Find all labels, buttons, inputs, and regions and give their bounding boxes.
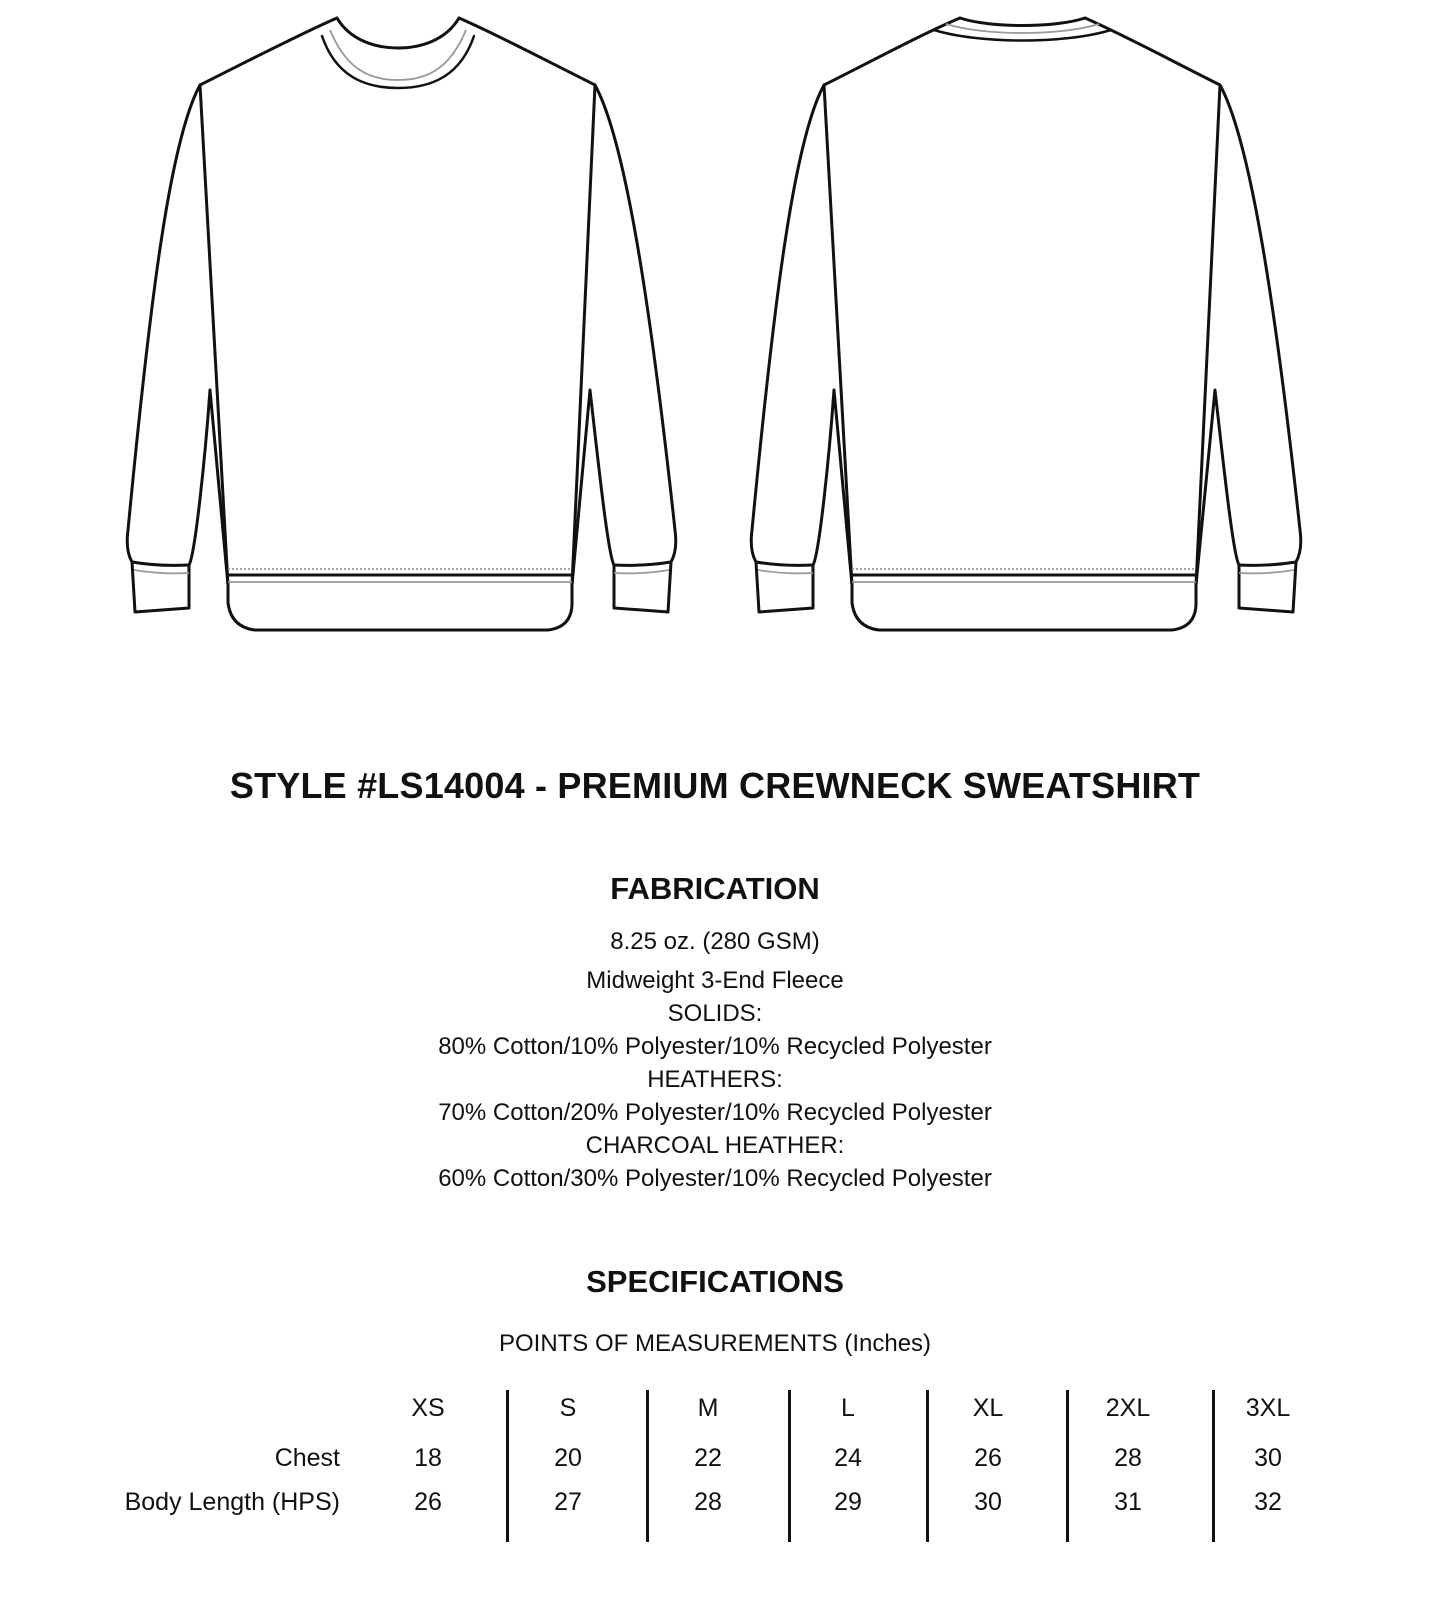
- fabrication-solids-blend: 80% Cotton/10% Polyester/10% Recycled Polyester: [438, 1033, 992, 1060]
- length-value-s: 27: [554, 1488, 582, 1516]
- fabrication-heading: FABRICATION: [610, 871, 820, 906]
- size-header-3xl: 3XL: [1245, 1394, 1291, 1422]
- back-collar-inner: [934, 30, 1111, 41]
- front-body-outline: [200, 18, 595, 630]
- fabrication-heathers-label: HEATHERS:: [647, 1066, 783, 1093]
- chest-value-2xl: 28: [1114, 1444, 1142, 1472]
- front-left-sleeve: [127, 85, 228, 612]
- chest-value-l: 24: [834, 1444, 862, 1472]
- chest-value-m: 22: [694, 1444, 722, 1472]
- length-value-m: 28: [694, 1488, 722, 1516]
- back-left-cuff: [756, 562, 813, 565]
- fabrication-solids-label: SOLIDS:: [667, 1000, 763, 1027]
- column-divider: [646, 1390, 649, 1542]
- length-value-xs: 26: [414, 1488, 442, 1516]
- fabrication-heathers-blend: 70% Cotton/20% Polyester/10% Recycled Polyester: [438, 1099, 992, 1126]
- points-of-measurement-title: POINTS OF MEASUREMENTS (Inches): [498, 1330, 932, 1357]
- back-left-sleeve: [751, 85, 852, 612]
- back-body-outline: [824, 18, 1220, 630]
- length-value-3xl: 32: [1254, 1488, 1282, 1516]
- front-left-cuff: [132, 562, 189, 565]
- chest-value-xs: 18: [414, 1444, 442, 1472]
- chest-value-3xl: 30: [1254, 1444, 1282, 1472]
- size-spec-table: [0, 1390, 1445, 1550]
- front-right-cuff: [614, 562, 671, 565]
- fabrication-weight: 8.25 oz. (280 GSM): [610, 928, 820, 955]
- size-header-s: S: [559, 1394, 577, 1422]
- back-right-cuff: [1239, 562, 1296, 565]
- front-collar-outer: [337, 18, 459, 48]
- row-label-body-length: Body Length (HPS): [124, 1488, 340, 1516]
- size-header-xl: XL: [972, 1394, 1004, 1422]
- specifications-heading: SPECIFICATIONS: [586, 1264, 844, 1299]
- column-divider: [926, 1390, 929, 1542]
- back-right-sleeve: [1196, 85, 1301, 612]
- front-view-sketch: [127, 18, 676, 630]
- fabrication-charcoal-blend: 60% Cotton/30% Polyester/10% Recycled Polyester: [438, 1165, 992, 1192]
- back-view-sketch: [751, 18, 1301, 630]
- length-value-xl: 30: [974, 1488, 1002, 1516]
- fabrication-charcoal-label: CHARCOAL HEATHER:: [585, 1132, 845, 1159]
- size-header-xs: XS: [411, 1394, 445, 1422]
- length-value-2xl: 31: [1114, 1488, 1142, 1516]
- fabrication-details: [0, 925, 1430, 1195]
- chest-value-s: 20: [554, 1444, 582, 1472]
- size-header-l: L: [841, 1394, 855, 1422]
- size-header-2xl: 2XL: [1105, 1394, 1151, 1422]
- column-divider: [788, 1390, 791, 1542]
- garment-sketches: [0, 0, 1445, 700]
- row-label-chest: Chest: [274, 1444, 340, 1472]
- column-divider: [1066, 1390, 1069, 1542]
- chest-value-xl: 26: [974, 1444, 1002, 1472]
- size-header-m: M: [697, 1394, 719, 1422]
- back-stitching: [758, 24, 1294, 582]
- fabrication-fleece: Midweight 3-End Fleece: [586, 967, 844, 994]
- front-right-sleeve: [572, 85, 676, 612]
- style-title: STYLE #LS14004 - PREMIUM CREWNECK SWEATSHIRT: [229, 765, 1201, 806]
- column-divider: [506, 1390, 509, 1542]
- length-value-l: 29: [834, 1488, 862, 1516]
- front-stitching: [134, 30, 669, 582]
- back-collar: [960, 18, 1085, 26]
- column-divider: [1212, 1390, 1215, 1542]
